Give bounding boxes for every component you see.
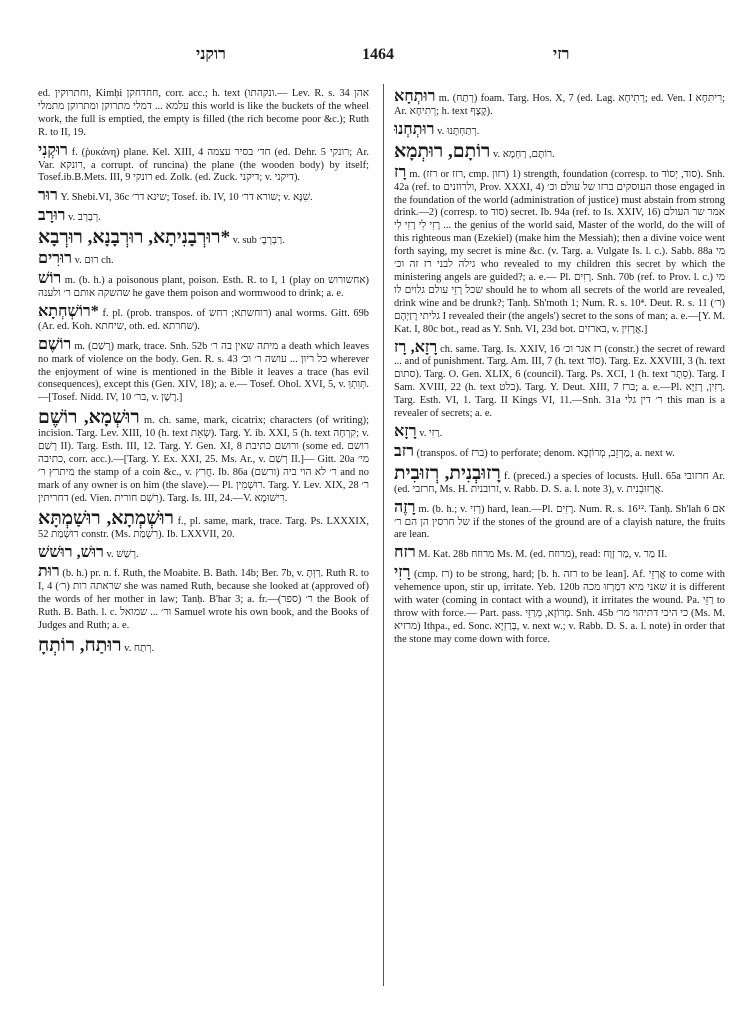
- right-running-head: רזי: [553, 46, 570, 63]
- entry-body: f., pl. same, mark, trace. Targ. Ps. LXXXIX, 52 רוּשְׁמַת constr. (Ms. רִשְׁמַת). Ib. LXXVII, 20.: [38, 515, 369, 540]
- dictionary-entry: [38, 635, 369, 656]
- entry-headword: רָזִי: [394, 564, 411, 582]
- entry-headword: רזב: [394, 442, 415, 460]
- entry-body: f. pl. (prob. transpos. of רוחשתא; רחש) anal worms. Gitt. 69b (Ar. ed. Koh. שיחתא, oth. ed. שחרתא).: [38, 307, 369, 332]
- dictionary-entry: [38, 544, 369, 562]
- dictionary-entry: [394, 544, 725, 562]
- left-running-head: רוקני: [196, 46, 226, 63]
- entry-body: (b. h.) pr. n. f. Ruth, the Moabite. B. Bath. 14b; Ber. 7b, v. רַוְּתָ. Ruth R. to I, 4 (ר׳) שראתה רות she was named Ruth, because she looked at (approved of) the words of her mother in law; Tanḥ. B'har 3; a. fr.—(ספר) ר׳ the Book of Ruth. B. Bath. l. c. ור׳ ... שמואל Samuel wrote his own book, and the Books of Judges and Ruth; a. e.: [38, 568, 369, 632]
- entry-headword: רוּרָב: [38, 207, 66, 225]
- dictionary-entry: [394, 164, 725, 337]
- dictionary-entry: [38, 142, 369, 186]
- entry-body: m. ch. same, mark, cicatrix; characters (of writing); incision. Targ. Lev. XIII, 10 (h. text שְׂאֵת). Targ. Y. ib. XXI, 5 (h. text קִרְחָה; v. רְשַׁם II). Targ. Esth. III, 12. Targ. Y. Gen. XI, 8 ורושם כתיבת (some ed. רושם כתיבה, corr. acc.).—[Targ. Y. Ex. XXI, 25. Ms. Ar., v. רְשַׁם II.]— Gitt. 20a מי׳ מיתרץ ר׳ the stamp of a coin &c., v. חֲרִץ. Ib. 86a (ורשם) ר׳ לא הוי ביה and no mark of any owner is on him (the slave).— Pl. רוּשְׁמִין. Targ. Y. Lev. XIX, 28 ר׳ דחריתין (ed. Vien. רִשְׁם חורית). Targ. Is. III, 24.—V. רִישׁוּמָא.: [38, 415, 369, 504]
- dictionary-entry: [394, 141, 725, 162]
- entry-body: v. sub רַבְרְבָ׳.: [232, 235, 285, 247]
- dictionary-entry: [394, 564, 725, 646]
- entry-body: ch. same. Targ. Is. XXIV, 16 רז אגר וכ׳ (constr.) the secret of reward ... and of punishment. Targ. Am. III, 7 (h. text סוֹד). Targ. Ez. XXVIII, 3 (h. text סתום). Targ. O. Gen. XLIX, 6 (council). Targ. Ps. XCI, 1 (h. text סֵתֶר). Targ. I Sam. XVIII, 22 (h. text בלט). Targ. Y. Deut. XIII, 7 ברז; a. e.—Pl. רָזִין, רָזַיָּא. Targ. Esth. VI, 1. Targ. II Kings VI, 11.—Snh. 31a ר׳ דין גלי this man is a revealer of secrets; a. e.: [394, 343, 725, 420]
- entry-headword: רוּר: [38, 187, 58, 205]
- entry-headword: רוֹשֶׁם: [38, 335, 72, 353]
- entry-headword: רוּת: [38, 563, 60, 581]
- dictionary-entry: [394, 121, 725, 139]
- dictionary-entry: [38, 336, 369, 406]
- entry-body: m. (רזז or רזז, cmp. רזון) 1) strength, foundation (corresp. to סוד, יְסוֹד). Snh. 42a (ref. to ולרוזנים, Prov. XXXI, 4) העוסקים ברזו של עולם וכ׳ those engaged in the foundation of the world (administration of justice) must abstain from strong drink.—2) (corresp. to סוד) secret. Ib. 94a (ref. to Is. XXIV, 16) אמר שר העולם ... רָזִי לִי רָזִי לִי the genius of the world said, Master of the world, do the will of this righteous man (Ezekiel) (make him the Messiah); then a divine voice went forth saying, my secret is mine &c. (v. Targ. a. Vulgate Is. l. c.). Sabb. 88a מי גילה לבני רז זה וכ׳ who revealed to my children this secret by which the ministering angels are guided?; a. e.— Pl. רָזִים. Snh. 70b (ref. to Prov. l. c.) מי שכל רָזֵי עולם גלוים לו should he to whom all secrets of the world are revealed, drink wine and be drunk?; Tanḥ. Sh'moth 1; Num. R. s. 10⁴. Deut. R. s. 11 (ר׳) גליתי רָזַיְהָם I revealed their (the angels') secret to the sons of man; a. e.—[Y. M. Kat. I, 80c bot., read as Y. Snh. VI, 23d bot. בארזים, v. אֲרָזִין.]: [394, 168, 725, 335]
- dictionary-entry: [38, 563, 369, 633]
- entry-body: v. רְתַחְתָּנוּ.: [437, 125, 480, 137]
- entry-headword: רָזָא: [394, 422, 417, 440]
- entry-headword: רזח: [394, 544, 416, 562]
- dictionary-entry: [394, 463, 725, 497]
- entry-body: m. (רְתַח) foam. Targ. Hos. X, 7 (ed. Lag. רְתִיחָא; ed. Ven. I רִיתִּחָא; Ar. רְתִיחָא; h. text קֶצֶף).: [394, 93, 725, 117]
- entry-headword: רָזָא, רָז: [394, 338, 438, 356]
- page-header: [0, 46, 750, 68]
- entry-headword: רוּתְחָא: [394, 88, 436, 105]
- entry-body: v. רְתַח.: [124, 643, 155, 654]
- dictionary-entry: [38, 227, 369, 248]
- entry-body: (transpos. of ברז) to perforate; denom. מַרְזֵב, מְרוֹזְבָא, a. next w.: [416, 447, 675, 459]
- entry-body: v. רְשַׁשׁ.: [106, 548, 139, 560]
- dictionary-entry: [38, 207, 369, 225]
- dictionary-entry: [38, 250, 369, 268]
- entry-headword: רָזֶה: [394, 498, 416, 516]
- dictionary-entry: [394, 423, 725, 441]
- dictionary-entry: [394, 443, 725, 461]
- dictionary-entry: [38, 508, 369, 542]
- entry-body: m. (רָשַׁם) mark, trace. Snh. 52b מיתה שאין בה ר׳ a death which leaves no mark of violence on the body. Gen. R. s. 43 כל ריון ... עושה ר׳ וכ׳ wherever the enjoyment of wine is mentioned in the Bible it leaves a trace (has evil consequences), except this (Gen. XIV, 18); a. e.— Tosef. Ohol. XVI, 5, v. תְּוִתְוְּ.—[Tosef. Nidd. IV, 10 בר׳, v. רֶשֶׁן.]: [38, 340, 369, 404]
- entry-headword: רוּשְׁמְתָא, רוּשַׁמְתָּא: [38, 507, 174, 529]
- entry-body: (cmp. רז) to be strong, hard; [b. h. רזה to be lean]. Af. אֲרְזֵי to come with vehemence upon, stir up, irritate. Yeb. 120b שאני מיא דמַרְזוּ מכה it is different with water (coming in contact with a wound), it irritates the wound. Pa. רַזֵּי to throw with force.— Part. pass. מְרוֹזָא, מְרַזֵּי. Snh. 45b כי היכי דתיהוי מר׳ (Ms. M. מרזיא) Ithpa., ed. Sonc. בְּרַזְיָא, v. next w.; v. Rabb. D. S. a. l. note) in order that the stone may come down with force.: [394, 569, 725, 645]
- entry-headword: רוּרִים: [38, 250, 72, 268]
- entry-headword: רוֹתָם, רוּתְמָא: [394, 140, 491, 162]
- entry-headword: רוּשְׁמָא, רוֹשֶׁם: [38, 407, 140, 429]
- entry-body: v. רַזִי.: [419, 427, 443, 439]
- entry-headword: רוּקְנִי: [38, 141, 68, 159]
- entry-headword: רוּשׁ, רוּשׁשׁ: [38, 543, 104, 561]
- dictionary-entry: [394, 88, 725, 119]
- dictionary-entry: [38, 407, 369, 505]
- entry-body: m. (b. h.) a poisonous plant, poison. Esth. R. to I, 1 (play on אחשורוש) שהשקה אותם ר׳ ולענה he gave them poison and wormwood to drink; a. e.: [38, 275, 369, 299]
- entry-body: m. (b. h.; v. רְזִי) hard, lean.—Pl. רָזִים. Num. R. s. 16¹². Tanḥ. Sh'lah 6 אם של חרסין הן הם ר׳ if the stones of the ground are of a clayish nature, the fruits are lean.: [394, 503, 725, 541]
- entry-headword: רוֹשׁ: [38, 270, 62, 288]
- entry-headword: רוּתְחְנוּ: [394, 120, 435, 138]
- entry-headword: *רוּרְבָנִיתָא, רוּרְבָנָא, רוּרְבָא: [38, 227, 231, 249]
- entry-headword: *רוֹשְׁחְתָא: [38, 302, 99, 320]
- dictionary-entry: [38, 303, 369, 334]
- entry-body: v. רוֹתֶם, רַחְמָא.: [493, 148, 555, 160]
- entry-body: M. Kat. 28b מרוזח Ms. M. (ed. מרוזח), read: מַר זָוַח, v. מַר II.: [418, 549, 668, 561]
- dictionary-entry: [394, 339, 725, 421]
- entry-body: v. רוּם ch.: [74, 255, 114, 267]
- entry-body: f. (preced.) a species of locusts. Ḥull. 65a חרזובי Ar. (ed. חרזבי, Ms. H. זרובנית, v. Rabb. D. S. a. l. note 3), v. אֲרְזוּבְנִית.: [394, 470, 725, 495]
- left-column: [38, 88, 369, 1008]
- entry-body: ed. וחתרוקין, Kimḥi חחדחקן, corr. acc.; h. text (ונקהתו.— Lev. R. s. 34 אהן עלמא ... דמלי מתרוקן ומתרוקן מתמלי this world is like the buckets of the wheel work, the full is emptied, the empty is filled (the rich become poor &c.); Ruth R. to II, 19.: [38, 88, 369, 138]
- entry-headword: רוּתַח, רוֹתְחָ: [38, 635, 122, 656]
- dictionary-entry: [38, 88, 369, 140]
- page-number: 1464: [362, 46, 394, 63]
- dictionary-entry: [38, 187, 369, 205]
- entry-body: v. רְבַרְב.: [68, 212, 101, 224]
- entry-body: f. (ῥυκάνη) plane. Kel. XIII, 4 חד׳ בסיר עצמה (ed. Dehr. 5 רונקי; Ar. Var. רונקא, a corrupt. of runcina) the plane (the wooden body) by itself; Tosef.ib.B.Mets. III, 9 רונקי ed. Zolk. (ed. Zuck. דיקני; v. דיקני).: [38, 146, 369, 184]
- entry-headword: רָז: [394, 163, 407, 181]
- entry-body: Y. Shebi.VI, 36c שינא דר׳; Tosef. ib. IV, 10 שורא דר׳; v. שִׁנָּא.: [60, 192, 313, 204]
- column-divider: [383, 84, 384, 986]
- entry-headword: רָזוּבְנִית, רְזוּבִית: [394, 462, 501, 484]
- dictionary-entry: [394, 499, 725, 543]
- dictionary-entry: [38, 270, 369, 301]
- right-column: [394, 88, 725, 1008]
